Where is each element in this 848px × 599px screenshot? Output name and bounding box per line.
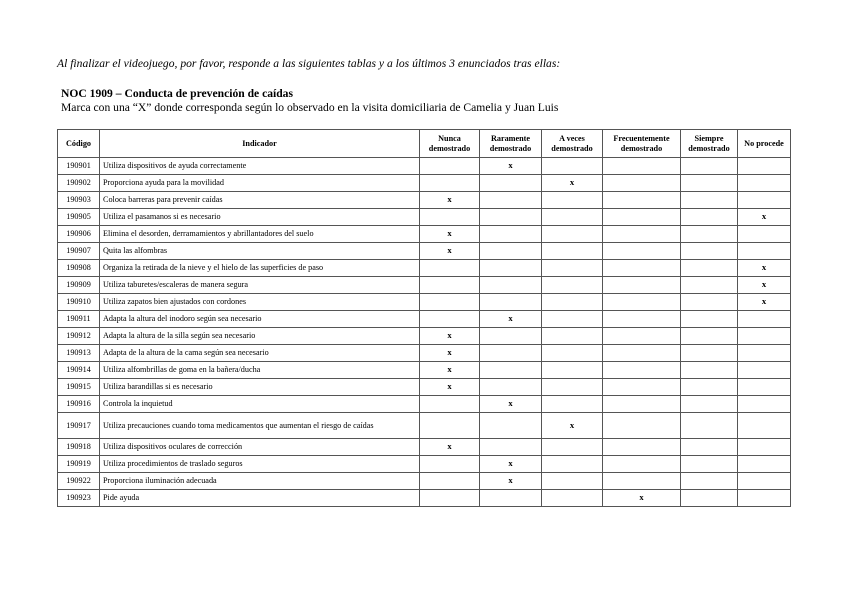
mark-cell-no-procede[interactable] [738,192,791,209]
table-row [58,396,791,413]
mark-cell-nunca[interactable]: x [420,439,480,456]
indicator-code: 190902 [58,175,100,192]
indicator-code: 190913 [58,345,100,362]
mark-cell-nunca[interactable] [420,473,480,490]
indicator-code: 190922 [58,473,100,490]
indicator-text: Proporciona ayuda para la movilidad [100,175,420,192]
mark-cell-siempre[interactable] [681,362,738,379]
mark-cell-siempre[interactable] [681,277,738,294]
mark-cell-raramente[interactable]: x [480,396,542,413]
mark-cell-raramente[interactable] [480,175,542,192]
mark-cell-raramente[interactable] [480,379,542,396]
noc-title: NOC 1909 – Conducta de prevención de caídas [61,87,293,100]
table-row [58,294,791,311]
mark-cell-raramente[interactable]: x [480,456,542,473]
mark-cell-no-procede[interactable] [738,311,791,328]
mark-cell-siempre[interactable] [681,175,738,192]
indicator-code: 190918 [58,439,100,456]
indicator-text: Utiliza barandillas si es necesario [100,379,420,396]
mark-cell-siempre[interactable] [681,490,738,507]
mark-cell-no-procede[interactable] [738,175,791,192]
mark-cell-frecuentemente[interactable] [603,328,681,345]
table-row [58,260,791,277]
indicator-code: 190912 [58,328,100,345]
mark-cell-no-procede[interactable] [738,473,791,490]
mark-cell-no-procede[interactable]: x [738,209,791,226]
table-body [58,158,791,507]
mark-cell-aveces[interactable] [542,226,603,243]
mark-cell-siempre[interactable] [681,209,738,226]
mark-cell-aveces[interactable] [542,328,603,345]
indicator-text: Controla la inquietud [100,396,420,413]
mark-cell-frecuentemente[interactable] [603,345,681,362]
mark-cell-nunca[interactable] [420,413,480,439]
mark-cell-nunca[interactable] [420,260,480,277]
indicator-text: Proporciona iluminación adecuada [100,473,420,490]
indicator-code: 190903 [58,192,100,209]
mark-cell-nunca[interactable]: x [420,328,480,345]
indicator-code: 190916 [58,396,100,413]
table-instruction: Marca con una “X” donde corresponda según lo observado en la visita domiciliaria de Camelia y Juan Luis [61,101,559,114]
mark-cell-siempre[interactable] [681,192,738,209]
mark-cell-raramente[interactable] [480,345,542,362]
mark-cell-aveces[interactable] [542,473,603,490]
indicator-text: Quita las alfombras [100,243,420,260]
mark-cell-frecuentemente[interactable] [603,158,681,175]
table-row [58,209,791,226]
indicator-text: Utiliza dispositivos de ayuda correctamente [100,158,420,175]
mark-cell-aveces[interactable] [542,260,603,277]
indicator-text: Utiliza zapatos bien ajustados con cordones [100,294,420,311]
table-row [58,226,791,243]
mark-cell-raramente[interactable]: x [480,473,542,490]
table-row [58,192,791,209]
mark-cell-siempre[interactable] [681,294,738,311]
table-row [58,439,791,456]
mark-cell-no-procede[interactable]: x [738,260,791,277]
mark-cell-nunca[interactable]: x [420,243,480,260]
mark-cell-no-procede[interactable] [738,396,791,413]
indicator-text: Coloca barreras para prevenir caídas [100,192,420,209]
mark-cell-raramente[interactable] [480,413,542,439]
header-a-veces-demostrado: A veces demostrado [542,130,603,158]
mark-cell-no-procede[interactable] [738,328,791,345]
mark-cell-raramente[interactable] [480,260,542,277]
mark-cell-frecuentemente[interactable] [603,413,681,439]
mark-cell-frecuentemente[interactable] [603,294,681,311]
mark-cell-aveces[interactable] [542,490,603,507]
mark-cell-nunca[interactable]: x [420,192,480,209]
mark-cell-raramente[interactable] [480,226,542,243]
indicator-text: Organiza la retirada de la nieve y el hielo de las superficies de paso [100,260,420,277]
mark-cell-raramente[interactable] [480,209,542,226]
mark-cell-no-procede[interactable] [738,413,791,439]
mark-cell-aveces[interactable] [542,439,603,456]
mark-cell-frecuentemente[interactable]: x [603,490,681,507]
mark-cell-raramente[interactable]: x [480,158,542,175]
indicator-text: Utiliza taburetes/escaleras de manera segura [100,277,420,294]
indicator-text: Pide ayuda [100,490,420,507]
mark-cell-nunca[interactable] [420,175,480,192]
mark-cell-aveces[interactable]: x [542,175,603,192]
mark-cell-siempre[interactable] [681,328,738,345]
mark-cell-aveces[interactable] [542,345,603,362]
indicator-code: 190919 [58,456,100,473]
table-row [58,379,791,396]
table-row [58,175,791,192]
table-row [58,345,791,362]
mark-cell-raramente[interactable] [480,277,542,294]
mark-cell-frecuentemente[interactable] [603,175,681,192]
mark-cell-frecuentemente[interactable] [603,192,681,209]
mark-cell-nunca[interactable] [420,294,480,311]
mark-cell-siempre[interactable] [681,158,738,175]
indicator-code: 190905 [58,209,100,226]
mark-cell-frecuentemente[interactable] [603,226,681,243]
mark-cell-nunca[interactable] [420,158,480,175]
mark-cell-nunca[interactable] [420,311,480,328]
header-raramente-demostrado: Raramente demostrado [480,130,542,158]
mark-cell-siempre[interactable] [681,439,738,456]
indicator-code: 190910 [58,294,100,311]
mark-cell-frecuentemente[interactable] [603,456,681,473]
indicator-text: Utiliza dispositivos oculares de corrección [100,439,420,456]
mark-cell-no-procede[interactable] [738,456,791,473]
mark-cell-aveces[interactable] [542,362,603,379]
mark-cell-nunca[interactable]: x [420,379,480,396]
mark-cell-frecuentemente[interactable] [603,311,681,328]
mark-cell-frecuentemente[interactable] [603,277,681,294]
indicator-code: 190901 [58,158,100,175]
mark-cell-aveces[interactable] [542,396,603,413]
mark-cell-no-procede[interactable]: x [738,294,791,311]
mark-cell-frecuentemente[interactable] [603,260,681,277]
mark-cell-nunca[interactable] [420,277,480,294]
table-row [58,158,791,175]
mark-cell-raramente[interactable] [480,362,542,379]
mark-cell-no-procede[interactable] [738,362,791,379]
mark-cell-siempre[interactable] [681,413,738,439]
mark-cell-frecuentemente[interactable] [603,379,681,396]
table-row [58,490,791,507]
mark-cell-aveces[interactable] [542,277,603,294]
mark-cell-frecuentemente[interactable] [603,209,681,226]
mark-cell-nunca[interactable] [420,456,480,473]
indicator-code: 190917 [58,413,100,439]
mark-cell-raramente[interactable] [480,328,542,345]
header-siempre-demostrado: Siempre demostrado [681,130,738,158]
header-indicator: Indicador [100,130,420,158]
mark-cell-siempre[interactable] [681,226,738,243]
header-frecuentemente-demostrado: Frecuentemente demostrado [603,130,681,158]
mark-cell-no-procede[interactable] [738,379,791,396]
header-code: Código [58,130,100,158]
mark-cell-raramente[interactable] [480,439,542,456]
mark-cell-siempre[interactable] [681,473,738,490]
mark-cell-nunca[interactable]: x [420,362,480,379]
mark-cell-frecuentemente[interactable] [603,473,681,490]
mark-cell-aveces[interactable] [542,379,603,396]
mark-cell-aveces[interactable] [542,294,603,311]
table-row [58,473,791,490]
indicator-text: Utiliza procedimientos de traslado seguros [100,456,420,473]
indicator-text: Utiliza alfombrillas de goma en la bañera/ducha [100,362,420,379]
mark-cell-siempre[interactable] [681,243,738,260]
table-row [58,456,791,473]
mark-cell-nunca[interactable] [420,209,480,226]
mark-cell-no-procede[interactable] [738,439,791,456]
indicator-text: Utiliza el pasamanos si es necesario [100,209,420,226]
indicator-text: Adapta la altura del inodoro según sea necesario [100,311,420,328]
table-row [58,413,791,439]
indicator-code: 190914 [58,362,100,379]
mark-cell-raramente[interactable]: x [480,311,542,328]
mark-cell-frecuentemente[interactable] [603,362,681,379]
indicator-text: Utiliza precauciones cuando toma medicamentos que aumentan el riesgo de caídas [100,413,420,439]
mark-cell-aveces[interactable] [542,456,603,473]
mark-cell-no-procede[interactable] [738,158,791,175]
indicator-code: 190907 [58,243,100,260]
mark-cell-raramente[interactable] [480,490,542,507]
indicator-text: Adapta la altura de la silla según sea necesario [100,328,420,345]
mark-cell-nunca[interactable] [420,396,480,413]
mark-cell-aveces[interactable] [542,243,603,260]
header-no-procede: No procede [738,130,791,158]
table-row [58,328,791,345]
mark-cell-no-procede[interactable] [738,226,791,243]
mark-cell-nunca[interactable] [420,490,480,507]
mark-cell-aveces[interactable] [542,209,603,226]
mark-cell-siempre[interactable] [681,311,738,328]
indicator-code: 190908 [58,260,100,277]
mark-cell-aveces[interactable] [542,192,603,209]
mark-cell-raramente[interactable] [480,294,542,311]
mark-cell-no-procede[interactable] [738,345,791,362]
mark-cell-frecuentemente[interactable] [603,439,681,456]
mark-cell-siempre[interactable] [681,396,738,413]
table-row [58,243,791,260]
table-row [58,362,791,379]
header-nunca-demostrado: Nunca demostrado [420,130,480,158]
mark-cell-siempre[interactable] [681,456,738,473]
mark-cell-aveces[interactable]: x [542,413,603,439]
mark-cell-no-procede[interactable] [738,243,791,260]
mark-cell-no-procede[interactable] [738,490,791,507]
mark-cell-frecuentemente[interactable] [603,243,681,260]
indicator-code: 190906 [58,226,100,243]
indicator-code: 190909 [58,277,100,294]
indicator-text: Elimina el desorden, derramamientos y abrillantadores del suelo [100,226,420,243]
table-row [58,311,791,328]
intro-instructions: Al finalizar el videojuego, por favor, responde a las siguientes tablas y a los últimos 3 enunciados tras ellas: [57,57,561,70]
mark-cell-nunca[interactable]: x [420,345,480,362]
mark-cell-no-procede[interactable]: x [738,277,791,294]
noc-indicator-table [57,129,791,507]
mark-cell-siempre[interactable] [681,379,738,396]
mark-cell-aveces[interactable] [542,158,603,175]
mark-cell-raramente[interactable] [480,192,542,209]
mark-cell-nunca[interactable]: x [420,226,480,243]
table-row [58,277,791,294]
mark-cell-siempre[interactable] [681,260,738,277]
mark-cell-siempre[interactable] [681,345,738,362]
mark-cell-raramente[interactable] [480,243,542,260]
mark-cell-aveces[interactable] [542,311,603,328]
table-header-row [58,130,791,158]
indicator-text: Adapta de la altura de la cama según sea necesario [100,345,420,362]
indicator-code: 190915 [58,379,100,396]
indicator-code: 190911 [58,311,100,328]
indicator-code: 190923 [58,490,100,507]
mark-cell-frecuentemente[interactable] [603,396,681,413]
